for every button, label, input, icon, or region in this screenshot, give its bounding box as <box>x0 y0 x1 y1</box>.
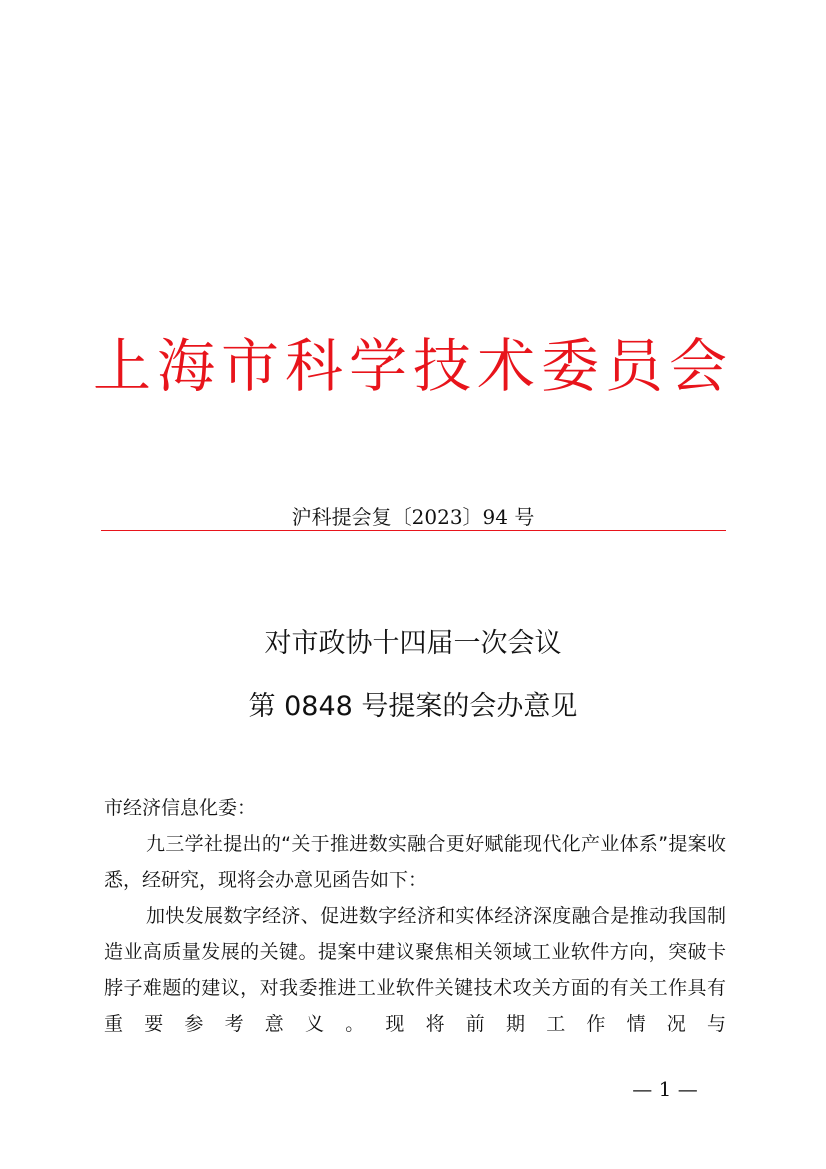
red-divider-line <box>101 530 726 531</box>
page-number: — 1 — <box>632 1077 698 1101</box>
document-title-line-2: 第 0848 号提案的会办意见 <box>248 691 578 722</box>
document-title-line-1: 对市政协十四届一次会议 <box>264 628 562 659</box>
agency-header: 上海市科学技术委员会 <box>92 332 733 400</box>
body-paragraph-1: 九三学社提出的“关于推进数实融合更好赋能现代化产业体系”提案收悉，经研究，现将会办意见函告如下： <box>104 833 726 891</box>
document-body <box>104 790 726 1042</box>
body-paragraph-2: 加快发展数字经济、促进数字经济和实体经济深度融合是推动我国制造业高质量发展的关键。提案中建议聚焦相关领域工业软件方向，突破卡脖子难题的建议，对我委推进工业软件关键技术攻关方面的有关工作具有重要参考意义。现将前期工作情况与 <box>104 905 726 1035</box>
salutation: 市经济信息化委： <box>104 797 257 819</box>
document-number: 沪科提会复〔2023〕94 号 <box>291 505 535 529</box>
